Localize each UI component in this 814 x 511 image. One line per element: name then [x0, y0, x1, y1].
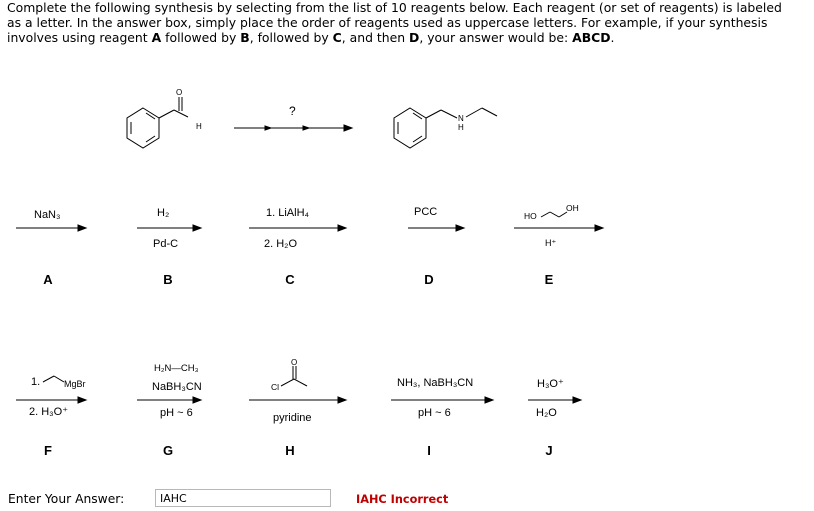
- reagent-e-ho: HO: [524, 211, 537, 221]
- reagent-f-bottom: 2. H₃O⁺: [29, 406, 69, 418]
- reagent-e-oh: OH: [566, 203, 579, 213]
- answer-label: Enter Your Answer:: [8, 492, 125, 506]
- reagent-d-top: PCC: [414, 206, 438, 218]
- reagent-letter-h: H: [285, 443, 295, 458]
- reagent-j-bottom: H₂O: [536, 407, 557, 419]
- reagent-letter-c: C: [285, 272, 295, 287]
- aldehyde-hydrogen-label: H: [196, 122, 202, 131]
- reagent-b-bottom: Pd-C: [153, 238, 179, 250]
- answer-result: IAHC Incorrect: [356, 493, 449, 506]
- question-mark: ?: [289, 104, 296, 118]
- reagent-j-top: H₃O⁺: [537, 378, 564, 390]
- reagent-letter-i: I: [427, 443, 431, 458]
- reagent-e-bottom: H⁺: [545, 238, 557, 248]
- reagent-letter-d: D: [424, 272, 434, 287]
- arrows-row-2: [16, 397, 581, 403]
- instructions-line-3: involves using reagent A followed by B, followed by C, and then D, your answer would be: ABCD.: [7, 30, 615, 45]
- reagent-letter-g: G: [162, 443, 174, 458]
- answer-input[interactable]: [155, 489, 331, 507]
- reagent-c-top: 1. LiAlH₄: [266, 207, 310, 219]
- benzene-ring-product: [394, 108, 426, 148]
- instructions-line-1: Complete the following synthesis by selecting from the list of 10 reagents below. Each reagent (or set of reagents) is labeled: [7, 0, 782, 15]
- arrows-row-1: [16, 225, 603, 231]
- reagent-i-top: NH₃, NaBH₃CN: [397, 377, 474, 389]
- reagent-h-cl: Cl: [271, 382, 280, 392]
- reagent-i-bottom: pH ~ 6: [418, 407, 451, 419]
- reagent-letter-a: A: [43, 272, 53, 287]
- reagent-b-top: H₂: [157, 207, 170, 219]
- amine-nitrogen-label: N: [458, 114, 464, 123]
- reagent-c-bottom: 2. H₂O: [264, 238, 297, 250]
- reagent-g-amine: H₂N—CH₃: [154, 363, 199, 374]
- reagent-letter-e: E: [544, 272, 554, 287]
- bond-ch2: [159, 110, 174, 118]
- amine-hydrogen-label: H: [458, 123, 464, 132]
- benzene-ring-start: [127, 108, 159, 148]
- reagent-letter-j: J: [545, 443, 553, 458]
- bond-cho: [174, 110, 188, 117]
- reagent-g-bottom: pH ~ 6: [160, 407, 193, 419]
- aldehyde-oxygen-label: O: [176, 88, 183, 97]
- reagent-letter-f: F: [44, 443, 52, 458]
- reagent-g-reductant: NaBH₃CN: [152, 381, 202, 393]
- reagent-f-mgbr: MgBr: [64, 379, 86, 389]
- acyl-oxygen-label: O: [291, 358, 298, 367]
- reagent-f-step1: 1.: [31, 376, 41, 388]
- reagent-a-top: NaN₃: [34, 209, 61, 221]
- reagent-h-bottom: pyridine: [273, 412, 312, 424]
- reagent-letter-b: B: [163, 272, 173, 287]
- instructions-line-2: as a letter. In the answer box, simply place the order of reagents used as uppercase letters. For example, if your synthesis: [7, 15, 768, 30]
